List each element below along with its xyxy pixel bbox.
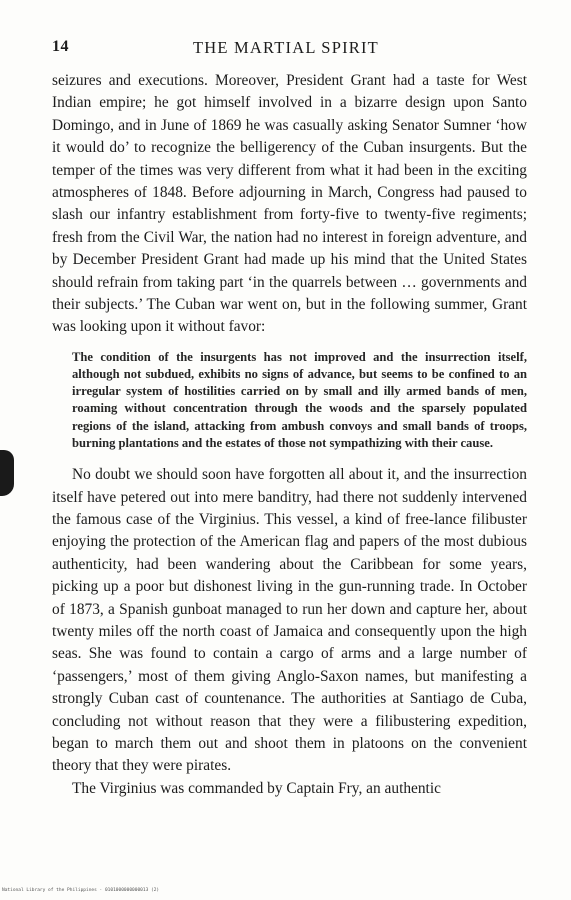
library-stamp: National Library of the Philippines · 0101000000000013 (2) [2, 888, 160, 893]
page-header [52, 38, 520, 62]
block-quote: The condition of the insurgents has not improved and the insurrection itself, although not subdued, exhibits no signs of advance, but seems to be confined to an irregular system of hostilities carried on by small and illy armed bands of men, roaming without concentration through the woods and the sparsely populated regions of the island, attacking from ambush convoys and small bands of troops, burning plantations and the estates of those not sympathizing with their cause. [72, 349, 527, 450]
paragraph-virginius: No doubt we should soon have forgotten all about it, and the insurrection itself have petered out into mere banditry, had there not suddenly intervened the famous case of the Virginius. This vessel, a kind of free-lance filibuster enjoying the protection of the American flag and papers of the most dubious authenticity, had been wandering about the Caribbean for some years, picking up a poor but dishonest living in the gun-running trade. In October of 1873, a Spanish gunboat managed to run her down and capture her, about twenty miles off the north coast of Jamaica and consequently upon the high seas. She was found to contain a cargo of arms and a large number of ‘passengers,’ most of them giving Anglo-Saxon names, but manifesting a strongly Cuban cast of countenance. The authorities at Santiago de Cuba, concluding not without reason that they were a filibustering expedition, began to march them out and shoot them in platoons on the convenient theory that they were pirates. [52, 466, 527, 775]
page-number: 14 [52, 38, 69, 55]
paragraph-continued: seizures and executions. Moreover, President Grant had a taste for West Indian empire; he got himself involved in a bizarre design upon Santo Domingo, and in June of 1869 he was casually asking Senator Sumner ‘how it would do’ to recognize the belligerency of the Cuban insurgents. But the temper of the times was very different from what it had been in the exciting atmospheres of 1848. Before adjourning in March, Congress had paused to slash our infantry establishment from forty-five to twenty-five regiments; fresh from the Civil War, the nation had no interest in foreign adventure, and by December President Grant had made up his mind that the United States should refrain from taking part ‘in the quarrels between … governments and their subjects.’ The Cuban war went on, but in the following summer, Grant was looking upon it without favor: [52, 72, 527, 336]
paragraph-last: The Virginius was commanded by Captain Fry, an authentic [72, 779, 441, 797]
binding-mark [0, 450, 14, 496]
running-head: THE MARTIAL SPIRIT [193, 38, 379, 57]
body-text [52, 70, 527, 800]
